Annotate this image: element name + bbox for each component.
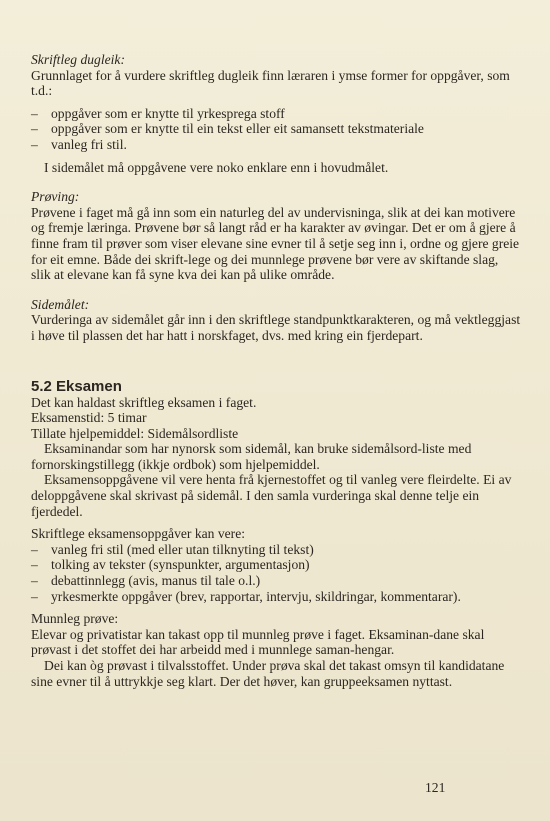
section-heading-eksamen: 5.2 Eksamen: [31, 377, 122, 395]
list-item: – tolking av tekster (synspunkter, argumentasjon): [31, 557, 521, 573]
section-heading-sidemalet: Sidemålet:: [31, 296, 90, 312]
list-item: – oppgåver som er knytte til ein tekst eller eit samansett tekstmateriale: [31, 121, 521, 137]
section-heading-skriftleg: Skriftleg dugleik:: [31, 52, 125, 67]
sidemalet-body: Vurderinga av sidemålet går inn i den skriftlege standpunktkarakteren, og må vektleggjast i høve til plassen det har hatt i norskfaget, dvs. med kring ein fjerdepart.: [31, 312, 521, 343]
list-item: – vanleg fri stil.: [31, 137, 521, 153]
oppgaver-list: [31, 542, 521, 604]
eksamen-para-2: Eksamensoppgåvene vil vere henta frå kjernestoffet og til vanleg vere fleirdelte. Ei av deloppgåvene skal skrivast på sidemål. I den samla vurderinga skal denne telje ein fjerdedel.: [31, 472, 512, 519]
page-text: [31, 52, 521, 689]
oppgaver-intro: Skriftlege eksamensoppgåver kan vere:: [31, 526, 246, 542]
eksamen-line-3: Tillate hjelpemiddel: Sidemålsordliste: [31, 425, 239, 441]
skriftleg-list: [31, 106, 521, 153]
eksamen-line-1: Det kan haldast skriftleg eksamen i faget.: [31, 394, 257, 410]
eksamen-para-1: Eksaminandar som har nynorsk som sidemål, kan bruke sidemålsord-liste med fornorskingstillegg (ikkje ordbok) som hjelpemiddel.: [31, 441, 472, 472]
munnleg-body: Elevar og privatistar kan takast opp til munnleg prøve i faget. Eksaminan-dane skal prøvast i det stoffet dei har arbeidd med i munnlege saman-hengar.: [31, 626, 485, 658]
proving-body: Prøvene i faget må gå inn som ein naturleg del av undervisninga, slik at dei kan motivere og fremje læringa. Prøvene bør så langt råd er ha karakter av øvingar. Det er om å gjere å finne fram til prøver som viser elevane sine evner til å setje seg inn i, ordne og gjere greie for eit emne. Både dei skrift-lege og dei munnlege prøvene bør vere av skiftande slag, slik at elevane kan få syne kva dei kan på ulike område.: [31, 204, 520, 283]
eksamen-line-2: Eksamenstid: 5 timar: [31, 410, 147, 426]
munnleg-heading: Munnleg prøve:: [31, 611, 119, 627]
sidemaal-note: I sidemålet må oppgåvene vere noko enklare enn i hovudmålet.: [44, 159, 389, 175]
page-number: 121: [425, 780, 446, 795]
list-item: – vanleg fri stil (med eller utan tilknyting til tekst): [31, 542, 521, 558]
list-item: – oppgåver som er knytte til yrkesprega stoff: [31, 106, 521, 122]
list-item: – debattinnlegg (avis, manus til tale o.l.): [31, 573, 521, 589]
list-item: – yrkesmerkte oppgåver (brev, rapportar, intervju, skildringar, kommentarar).: [31, 589, 521, 605]
section-heading-proving: Prøving:: [31, 189, 80, 205]
skriftleg-intro: Grunnlaget for å vurdere skriftleg dugleik finn læraren i ymse former for oppgåver, som t.d.:: [31, 67, 510, 99]
munnleg-body-2: Dei kan òg prøvast i tilvalsstoffet. Under prøva skal det takast omsyn til kandidatane sine evner til å uttrykkje seg klart. Der det høver, kan gruppeeksamen nyttast.: [31, 658, 505, 689]
